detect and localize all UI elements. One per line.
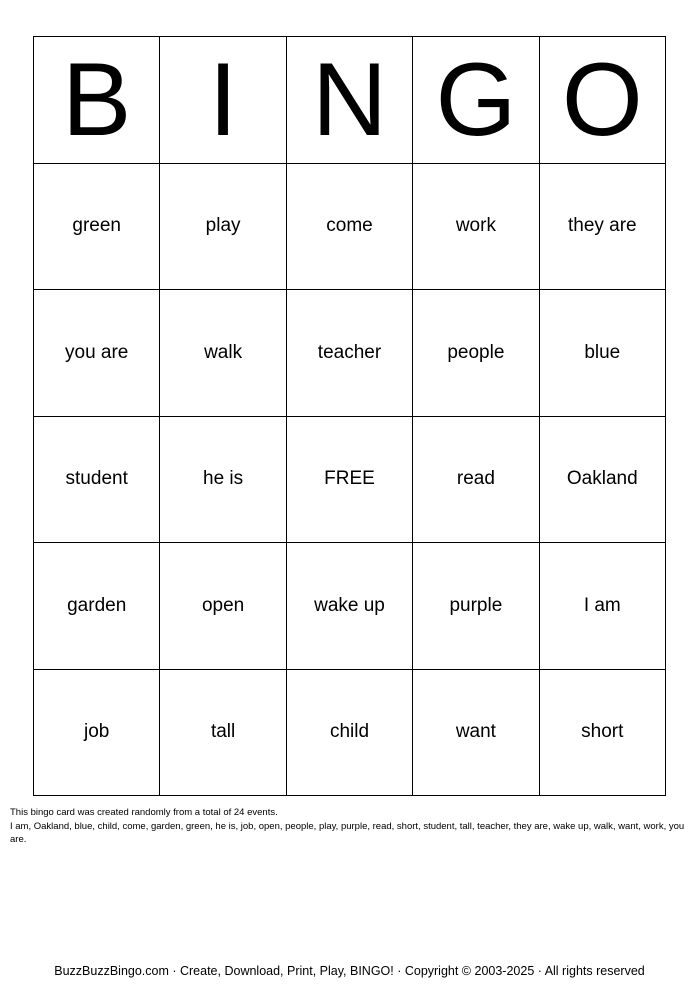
header-letter-n: N [287,37,413,164]
bingo-cell: come [287,164,413,291]
bingo-cell: student [34,417,160,544]
bingo-card [33,36,666,796]
bingo-cell: want [413,670,539,797]
bingo-cell: child [287,670,413,797]
header-letter-g: G [413,37,539,164]
bingo-cell: garden [34,543,160,670]
bingo-cell: walk [160,290,286,417]
header-letter-i: I [160,37,286,164]
bingo-cell: work [413,164,539,291]
site-footer: BuzzBuzzBingo.com · Create, Download, Print, Play, BINGO! · Copyright © 2003-2025 · All rights reserved [54,964,645,978]
bingo-cell: you are [34,290,160,417]
bingo-cell: Oakland [540,417,666,544]
bingo-cell: tall [160,670,286,797]
bingo-cell: wake up [287,543,413,670]
bingo-cell: teacher [287,290,413,417]
bingo-cell: they are [540,164,666,291]
bingo-cell: he is [160,417,286,544]
bingo-cell: job [34,670,160,797]
bingo-cell: play [160,164,286,291]
header-letter-o: O [540,37,666,164]
bingo-cell: open [160,543,286,670]
card-info-note: This bingo card was created randomly from a total of 24 events. [10,807,278,818]
free-space-cell: FREE [287,417,413,544]
event-list-note: I am, Oakland, blue, child, come, garden, green, he is, job, open, people, play, purple, read, short, student, tall, teacher, they are, wake up, walk, want, work, you are. [10,821,685,845]
bingo-cell: I am [540,543,666,670]
bingo-cell: read [413,417,539,544]
bingo-cell: short [540,670,666,797]
bingo-cell: green [34,164,160,291]
bingo-cell: blue [540,290,666,417]
bingo-cell: purple [413,543,539,670]
bingo-cell: people [413,290,539,417]
header-letter-b: B [34,37,160,164]
